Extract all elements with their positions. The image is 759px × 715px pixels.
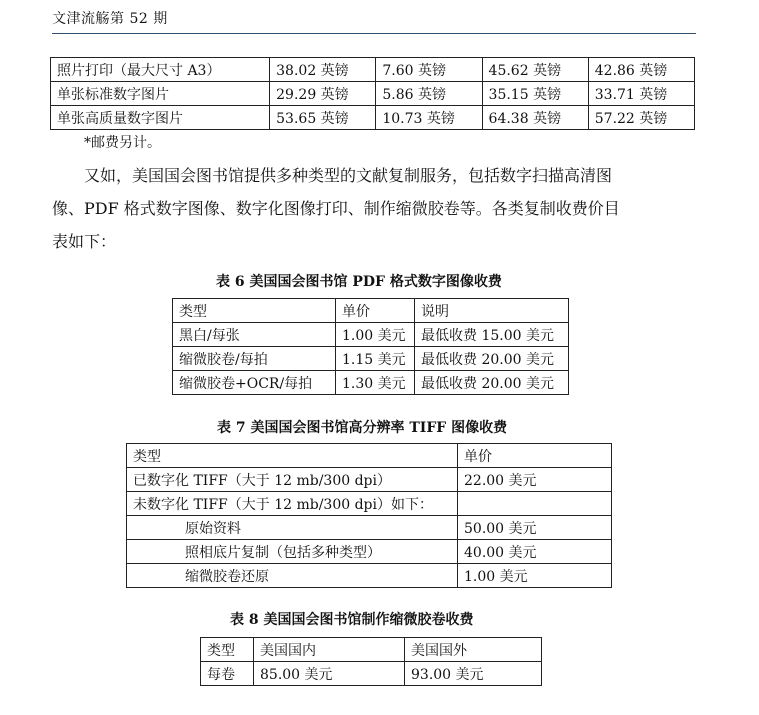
table-header-row (201, 638, 542, 662)
table-cell: 45.62 英镑 (482, 58, 588, 82)
table-cell: 单张标准数字图片 (51, 82, 270, 106)
table-row (51, 106, 695, 130)
table-row (51, 82, 695, 106)
table-header-cell: 单价 (336, 299, 415, 323)
table-cell: 53.65 英镑 (270, 106, 376, 130)
table-cell: 原始资料 (127, 516, 458, 540)
table-cell: 1.30 美元 (336, 371, 415, 395)
table-header-cell: 美国国内 (254, 638, 405, 662)
table-cell: 29.29 英镑 (270, 82, 376, 106)
table-cell: 最低收费 20.00 美元 (415, 371, 569, 395)
table-cell: 照相底片复制（包括多种类型） (127, 540, 458, 564)
table-cell: 每卷 (201, 662, 254, 686)
table6-caption: 表 6 美国国会图书馆 PDF 格式数字图像收费 (216, 274, 502, 290)
table-row (127, 492, 612, 516)
table-cell: 35.15 英镑 (482, 82, 588, 106)
table-row (173, 347, 569, 371)
table-row (127, 564, 612, 588)
table-cell: 10.73 英镑 (376, 106, 482, 130)
table-cell: 最低收费 15.00 美元 (415, 323, 569, 347)
table6 (172, 298, 569, 395)
table7-caption: 表 7 美国国会图书馆高分辨率 TIFF 图像收费 (217, 420, 508, 436)
table-header-cell: 类型 (127, 444, 458, 468)
table-header-cell: 类型 (201, 638, 254, 662)
table-row (51, 58, 695, 82)
table-cell: 照片打印（最大尺寸 A3） (51, 58, 270, 82)
table7 (126, 443, 612, 588)
table-cell: 33.71 英镑 (588, 82, 694, 106)
table-cell: 单张高质量数字图片 (51, 106, 270, 130)
running-header: 文津流觞第 52 期 (52, 11, 168, 27)
table-cell: 1.00 美元 (458, 564, 612, 588)
table-cell: 缩微胶卷还原 (127, 564, 458, 588)
table-row (127, 516, 612, 540)
table-row (173, 371, 569, 395)
table-cell: 最低收费 20.00 美元 (415, 347, 569, 371)
table-cell: 7.60 英镑 (376, 58, 482, 82)
table-cell: 50.00 美元 (458, 516, 612, 540)
table-cell: 黑白/每张 (173, 323, 336, 347)
table-row (127, 468, 612, 492)
table-header-row (173, 299, 569, 323)
table-cell: 未数字化 TIFF（大于 12 mb/300 dpi）如下： (127, 492, 458, 516)
table-cell: 64.38 英镑 (482, 106, 588, 130)
header-rule (52, 33, 696, 34)
table-cell: 40.00 美元 (458, 540, 612, 564)
paragraph-line: 又如，美国国会图书馆提供多种类型的文献复制服务，包括数字扫描高清图 (84, 166, 613, 185)
table-cell: 85.00 美元 (254, 662, 405, 686)
table-cell: 缩微胶卷+OCR/每拍 (173, 371, 336, 395)
footnote: *邮费另计。 (84, 135, 161, 151)
price-table-uk (50, 57, 695, 130)
table-cell: 已数字化 TIFF（大于 12 mb/300 dpi） (127, 468, 458, 492)
table-header-cell: 单价 (458, 444, 612, 468)
table-cell: 5.86 英镑 (376, 82, 482, 106)
table-cell: 42.86 英镑 (588, 58, 694, 82)
table-cell: 1.15 美元 (336, 347, 415, 371)
table-row (173, 323, 569, 347)
table-cell: 22.00 美元 (458, 468, 612, 492)
table-row (127, 540, 612, 564)
table-header-cell: 美国国外 (405, 638, 542, 662)
table8-caption: 表 8 美国国会图书馆制作缩微胶卷收费 (230, 612, 474, 628)
table-header-cell: 说明 (415, 299, 569, 323)
table-cell: 38.02 英镑 (270, 58, 376, 82)
paragraph-line: 像、PDF 格式数字图像、数字化图像打印、制作缩微胶卷等。各类复制收费价目 (52, 199, 620, 218)
table-cell: 57.22 英镑 (588, 106, 694, 130)
table-row (201, 662, 542, 686)
body-paragraph (52, 159, 696, 258)
table-cell: 缩微胶卷/每拍 (173, 347, 336, 371)
table8 (200, 637, 542, 686)
table-cell (458, 492, 612, 516)
table-header-cell: 类型 (173, 299, 336, 323)
table-cell: 1.00 美元 (336, 323, 415, 347)
table-header-row (127, 444, 612, 468)
table-cell: 93.00 美元 (405, 662, 542, 686)
paragraph-line: 表如下： (52, 232, 117, 251)
